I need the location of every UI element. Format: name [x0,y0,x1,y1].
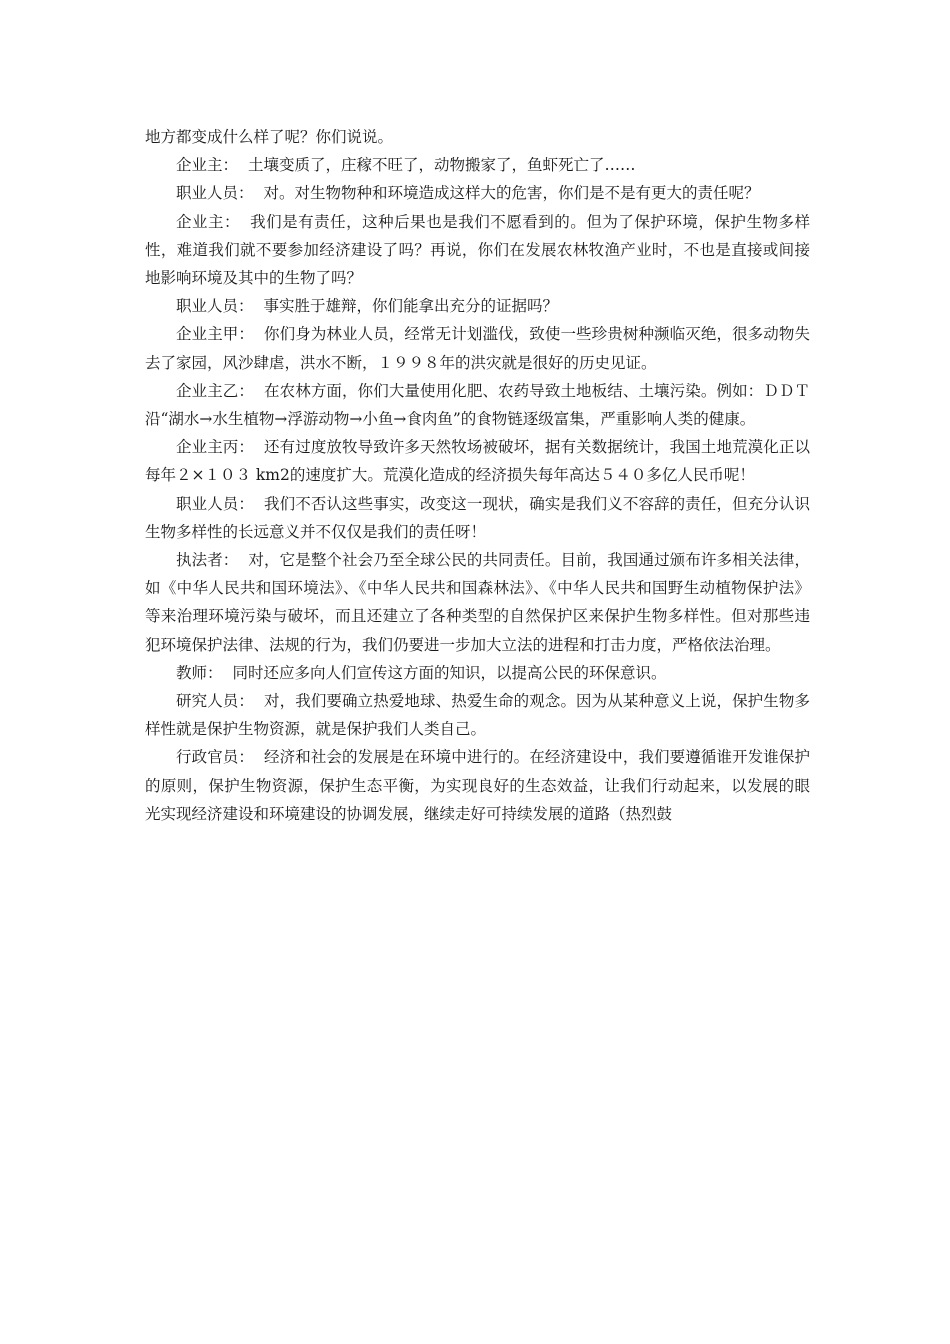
speaker-label: 企业主： [176,156,239,175]
paragraph [145,687,810,743]
dialogue-text: 同时还应多向人们宣传这方面的知识，以提高公民的环保意识。 [232,663,667,682]
dialogue-text: 在农林方面，你们大量使用化肥、农药导致土地板结、土壤污染。例如：ＤＤＴ沿“湖水→水生植物→浮游动物→小鱼→食肉鱼”的食物链逐级富集，严重影响人类的健康。 [145,381,810,429]
paragraph [145,151,810,179]
document-body [145,123,810,828]
dialogue-text: 土壤变质了，庄稼不旺了，动物搬家了，鱼虾死亡了…… [248,156,636,175]
dialogue-text: 对，我们要确立热爱地球、热爱生命的观念。因为从某种意义上说，保护生物多样性就是保护生物资源，就是保护我们人类自己。 [145,692,810,739]
paragraph [145,377,810,433]
speaker-label: 企业主乙： [176,381,255,400]
speaker-label: 教师： [176,663,223,682]
paragraph [145,320,810,376]
dialogue-text: 对。对生物物种和环境造成这样大的危害，你们是不是有更大的责任呢？ [263,184,760,203]
dialogue-text: 对，它是整个社会乃至全球公民的共同责任。目前，我国通过颁布许多相关法律，如《中华人民共和国环境法》、《中华人民共和国森林法》、《中华人民共和国野生动植物保护法》等来治理环境污染与破坏，而且还建立了各种类型的自然保护区来保护生物多样性。但对那些违犯环境保护法律、法规的行为，我们仍要进一步加大立法的进程和打击力度，严格依法治理。 [145,551,810,654]
speaker-label: 职业人员： [176,297,254,316]
dialogue-text: 我们不否认这些事实，改变这一现状，确实是我们义不容辞的责任，但充分认识生物多样性的长远意义并不仅仅是我们的责任呀！ [145,494,810,541]
dialogue-text: 经济和社会的发展是在环境中进行的。在经济建设中，我们要遵循谁开发谁保护的原则，保护生物资源，保护生态平衡，为实现良好的生态效益，让我们行动起来，以发展的眼光实现经济建设和环境建设的协调发展，继续走好可持续发展的道路（热烈鼓 [145,748,810,823]
speaker-label: 执法者： [176,551,239,570]
speaker-label: 职业人员： [176,184,254,203]
dialogue-text: 我们是有责任，这种后果也是我们不愿看到的。但为了保护环境，保护生物多样性，难道我们就不要参加经济建设了吗？再说，你们在发展农林牧渔产业时，不也是直接或间接地影响环境及其中的生物了吗？ [145,212,810,288]
paragraph [145,208,810,293]
paragraph [145,433,810,489]
dialogue-text: 地方都变成什么样了呢？你们说说。 [145,128,394,146]
paragraph [145,659,810,687]
paragraph [145,179,810,207]
paragraph [145,490,810,546]
speaker-label: 行政官员： [176,748,255,767]
dialogue-text: 还有过度放牧导致许多天然牧场被破坏，据有关数据统计，我国土地荒漠化正以每年２×１０３ km2的速度扩大。荒漠化造成的经济损失每年高达５４０多亿人民币呢！ [145,438,810,485]
paragraph [145,123,810,151]
speaker-label: 企业主甲： [176,325,255,344]
dialogue-text: 事实胜于雄辩，你们能拿出充分的证据吗？ [263,297,559,316]
dialogue-text: 你们身为林业人员，经常无计划滥伐，致使一些珍贵树种濒临灭绝，很多动物失去了家园，风沙肆虐，洪水不断，１９９８年的洪灾就是很好的历史见证。 [145,325,810,372]
paragraph [145,292,810,320]
speaker-label: 企业主丙： [176,438,255,457]
paragraph [145,743,810,828]
speaker-label: 企业主： [176,212,241,231]
speaker-label: 研究人员： [176,692,255,711]
paragraph [145,546,810,659]
speaker-label: 职业人员： [176,494,255,513]
